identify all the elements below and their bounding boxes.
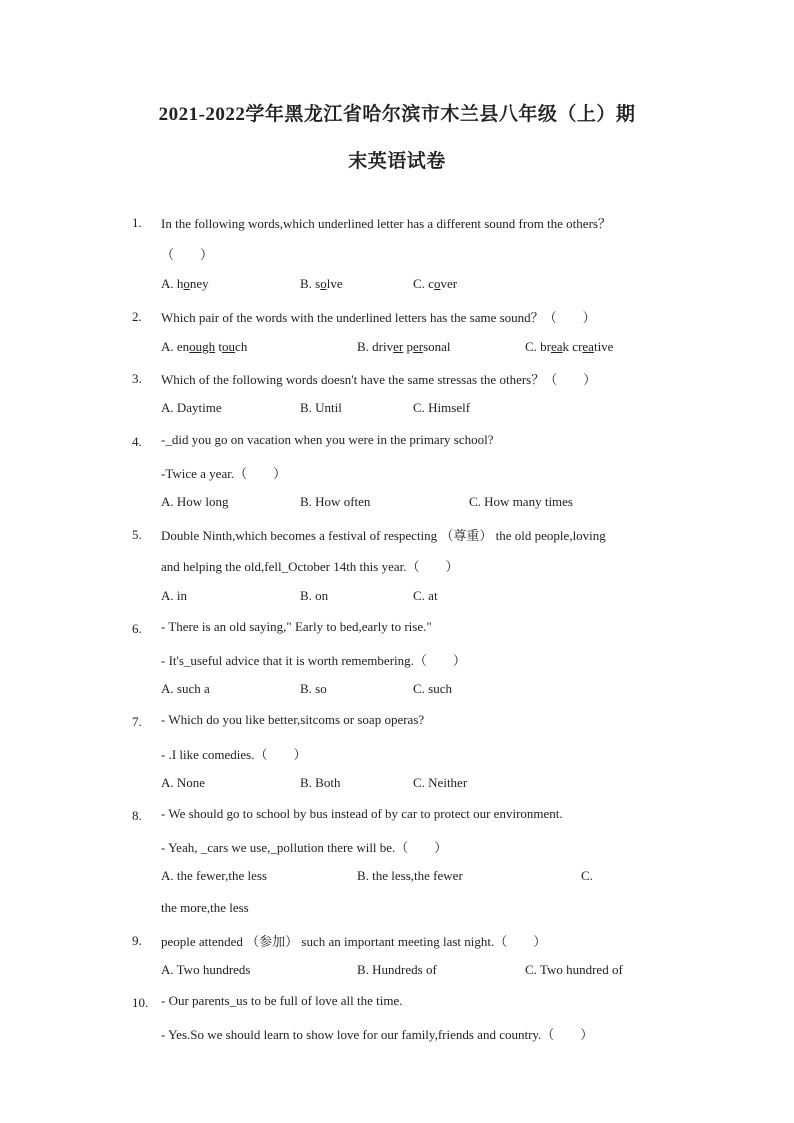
option-c: C. Himself [413, 400, 471, 415]
question-text: Which pair of the words with the underlined letters has the same sound？（ ） [161, 310, 596, 325]
option-b: B. so [300, 681, 327, 696]
question-text-line2: - Yeah, _cars we use,_pollution there will be.（ ） [161, 840, 448, 855]
question-number: 8. [132, 808, 142, 823]
option-c: C. break creative [525, 339, 614, 354]
question-text-line2: - It's_useful advice that it is worth remembering.（ ） [161, 653, 466, 668]
question-number: 1. [132, 215, 142, 230]
question-number: 3. [132, 371, 142, 386]
option-b: B. solve [300, 276, 343, 291]
question-text-line2: - Yes.So we should learn to show love for our family,friends and country.（ ） [161, 1027, 594, 1042]
question-text-line2: -Twice a year.（ ） [161, 466, 287, 481]
option-b: B. Until [300, 400, 342, 415]
option-b: B. on [300, 588, 329, 603]
question-text: - Which do you like better,sitcoms or soap operas? [161, 712, 425, 727]
option-c: C. Two hundred of [525, 962, 623, 977]
option-a: A. None [161, 775, 206, 790]
question-text: Which of the following words doesn't have the same stressas the others？（ ） [161, 372, 597, 387]
answer-blank: （ ） [161, 247, 214, 262]
option-b: B. Hundreds of [357, 962, 437, 977]
option-b: B. How often [300, 494, 371, 509]
question-text: -_did you go on vacation when you were in the primary school? [161, 432, 494, 447]
question-number: 7. [132, 714, 142, 729]
question-text-line2: and helping the old,fell_October 14th this year.（ ） [161, 559, 459, 574]
option-a: A. honey [161, 276, 209, 291]
question-text: Double Ninth,which becomes a festival of respecting （尊重） the old people,loving [161, 528, 606, 543]
option-b: B. the less,the fewer [357, 868, 463, 883]
question-text: - There is an old saying," Early to bed,early to rise." [161, 619, 432, 634]
question-text: - We should go to school by bus instead of by car to protect our environment. [161, 806, 563, 821]
question-number: 9. [132, 933, 142, 948]
exam-title-line1: 2021-2022学年黑龙江省哈尔滨市木兰县八年级（上）期 [158, 104, 636, 125]
option-c: C. such [413, 681, 452, 696]
question-number: 6. [132, 621, 142, 636]
option-c: C. at [413, 588, 438, 603]
question-text-line2: - .I like comedies.（ ） [161, 747, 307, 762]
question-text: people attended （参加） such an important meeting last night.（ ） [161, 934, 547, 949]
option-a: A. the fewer,the less [161, 868, 267, 883]
option-a: A. How long [161, 494, 229, 509]
option-c: C. How many times [469, 494, 573, 509]
question-text: In the following words,which underlined letter has a different sound from the others？ [161, 216, 611, 231]
option-c: C. Neither [413, 775, 468, 790]
option-a: A. in [161, 588, 187, 603]
option-b: B. Both [300, 775, 341, 790]
option-a: A. Two hundreds [161, 962, 251, 977]
question-number: 4. [132, 434, 142, 449]
question-number: 2. [132, 309, 142, 324]
question-number: 5. [132, 527, 142, 542]
question-text: - Our parents_us to be full of love all the time. [161, 993, 403, 1008]
option-c: C. cover [413, 276, 458, 291]
option-a: A. such a [161, 681, 210, 696]
option-b: B. driver personal [357, 339, 451, 354]
option-a: A. enough touch [161, 339, 248, 354]
exam-title-line2: 末英语试卷 [348, 151, 446, 172]
question-number: 10. [132, 995, 149, 1010]
option-a: A. Daytime [161, 400, 222, 415]
option-c-text: the more,the less [161, 900, 249, 915]
option-c: C. [581, 868, 593, 883]
